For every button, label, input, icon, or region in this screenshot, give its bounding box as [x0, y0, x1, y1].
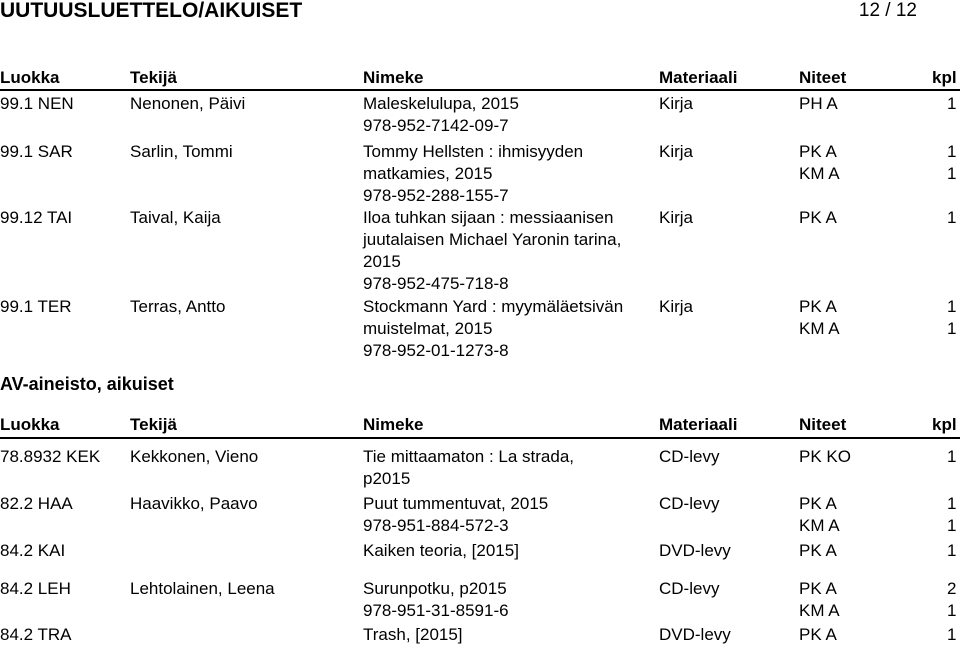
col-header-qty: kpl	[932, 68, 957, 87]
row-title-line: 978-952-7142-09-7	[363, 116, 509, 135]
row-title-line: Trash, [2015]	[363, 625, 463, 644]
row-material: Kirja	[659, 208, 694, 227]
row-title	[363, 296, 623, 362]
row-class: 84.2 TRA	[0, 625, 72, 644]
row-title-line: juutalaisen Michael Yaronin tarina,	[363, 230, 622, 249]
row-title-line: Stockmann Yard : myymäläetsivän	[363, 297, 624, 316]
row-qty: 1	[947, 142, 957, 161]
row-title	[363, 446, 574, 490]
row-title-line: Puut tummentuvat, 2015	[363, 494, 549, 513]
page-number: 12 / 12	[858, 0, 917, 21]
row-location: KM A	[799, 601, 840, 620]
row-location: PH A	[799, 94, 838, 113]
row-title-line: Tie mittaamaton : La strada,	[363, 447, 575, 466]
col-header-qty: kpl	[932, 415, 957, 434]
row-title-line: 978-951-884-572-3	[363, 516, 509, 535]
row-material: Kirja	[659, 297, 694, 316]
col-header-class: Luokka	[0, 415, 60, 434]
row-title-line: 2015	[363, 252, 401, 271]
row-class: 84.2 LEH	[0, 579, 71, 598]
row-qty: 1	[947, 319, 957, 338]
row-location: KM A	[799, 319, 840, 338]
section-title-av: AV-aineisto, aikuiset	[0, 374, 174, 394]
col-header-material: Materiaali	[659, 68, 738, 87]
col-header-class: Luokka	[0, 68, 60, 87]
row-material: Kirja	[659, 142, 694, 161]
row-qty: 1	[947, 494, 957, 513]
page-title: UUTUUSLUETTELO/AIKUISET	[0, 0, 303, 22]
row-title-line: Surunpotku, p2015	[363, 579, 507, 598]
row-title-line: muistelmat, 2015	[363, 319, 493, 338]
row-title	[363, 540, 519, 562]
col-header-title: Nimeke	[363, 415, 424, 434]
row-title	[363, 493, 548, 537]
row-location: PK A	[799, 541, 837, 560]
row-location: KM A	[799, 516, 840, 535]
row-material: CD-levy	[659, 579, 720, 598]
row-qty: 2	[947, 579, 957, 598]
row-qty: 1	[947, 164, 957, 183]
row-class: 99.12 TAI	[0, 208, 73, 227]
row-author: Lehtolainen, Leena	[130, 579, 275, 598]
row-material: Kirja	[659, 94, 694, 113]
row-class: 82.2 HAA	[0, 494, 73, 513]
row-qty: 1	[947, 601, 957, 620]
row-title-line: Kaiken teoria, [2015]	[363, 541, 519, 560]
row-class: 99.1 NEN	[0, 94, 74, 113]
row-title	[363, 624, 463, 646]
row-title-line: 978-952-288-155-7	[363, 186, 509, 205]
row-title-line: Iloa tuhkan sijaan : messiaanisen	[363, 208, 614, 227]
row-title	[363, 141, 583, 207]
row-qty: 1	[947, 94, 957, 113]
row-location: PK A	[799, 142, 837, 161]
row-location: PK A	[799, 625, 837, 644]
row-author: Nenonen, Päivi	[130, 94, 246, 113]
row-location: PK A	[799, 579, 837, 598]
header-rule	[0, 89, 960, 91]
row-qty: 1	[947, 516, 957, 535]
row-qty: 1	[947, 208, 957, 227]
row-material: CD-levy	[659, 494, 720, 513]
row-author: Haavikko, Paavo	[130, 494, 258, 513]
row-material: DVD-levy	[659, 541, 731, 560]
row-location: KM A	[799, 164, 840, 183]
row-class: 99.1 TER	[0, 297, 72, 316]
row-location: PK A	[799, 297, 837, 316]
row-class: 78.8932 KEK	[0, 447, 101, 466]
row-title	[363, 207, 621, 295]
row-author: Kekkonen, Vieno	[130, 447, 259, 466]
row-author: Taival, Kaija	[130, 208, 221, 227]
col-header-author: Tekijä	[130, 68, 177, 87]
row-material: DVD-levy	[659, 625, 731, 644]
row-material: CD-levy	[659, 447, 720, 466]
header-rule	[0, 437, 960, 439]
row-title-line: Maleskelulupa, 2015	[363, 94, 519, 113]
row-qty: 1	[947, 625, 957, 644]
row-class: 84.2 KAI	[0, 541, 66, 560]
row-title-line: p2015	[363, 469, 411, 488]
row-title	[363, 93, 519, 137]
col-header-author: Tekijä	[130, 415, 177, 434]
row-location: PK KO	[799, 447, 851, 466]
row-location: PK A	[799, 208, 837, 227]
col-header-material: Materiaali	[659, 415, 738, 434]
row-class: 99.1 SAR	[0, 142, 73, 161]
row-qty: 1	[947, 541, 957, 560]
row-author: Terras, Antto	[130, 297, 226, 316]
row-title-line: 978-951-31-8591-6	[363, 601, 509, 620]
row-title-line: Tommy Hellsten : ihmisyyden	[363, 142, 584, 161]
row-title-line: matkamies, 2015	[363, 164, 493, 183]
row-qty: 1	[947, 447, 957, 466]
col-header-notes: Niteet	[799, 68, 847, 87]
row-author: Sarlin, Tommi	[130, 142, 233, 161]
row-title-line: 978-952-475-718-8	[363, 274, 509, 293]
col-header-notes: Niteet	[799, 415, 847, 434]
row-location: PK A	[799, 494, 837, 513]
row-title-line: 978-952-01-1273-8	[363, 341, 509, 360]
col-header-title: Nimeke	[363, 68, 424, 87]
row-title	[363, 578, 509, 622]
row-qty: 1	[947, 297, 957, 316]
